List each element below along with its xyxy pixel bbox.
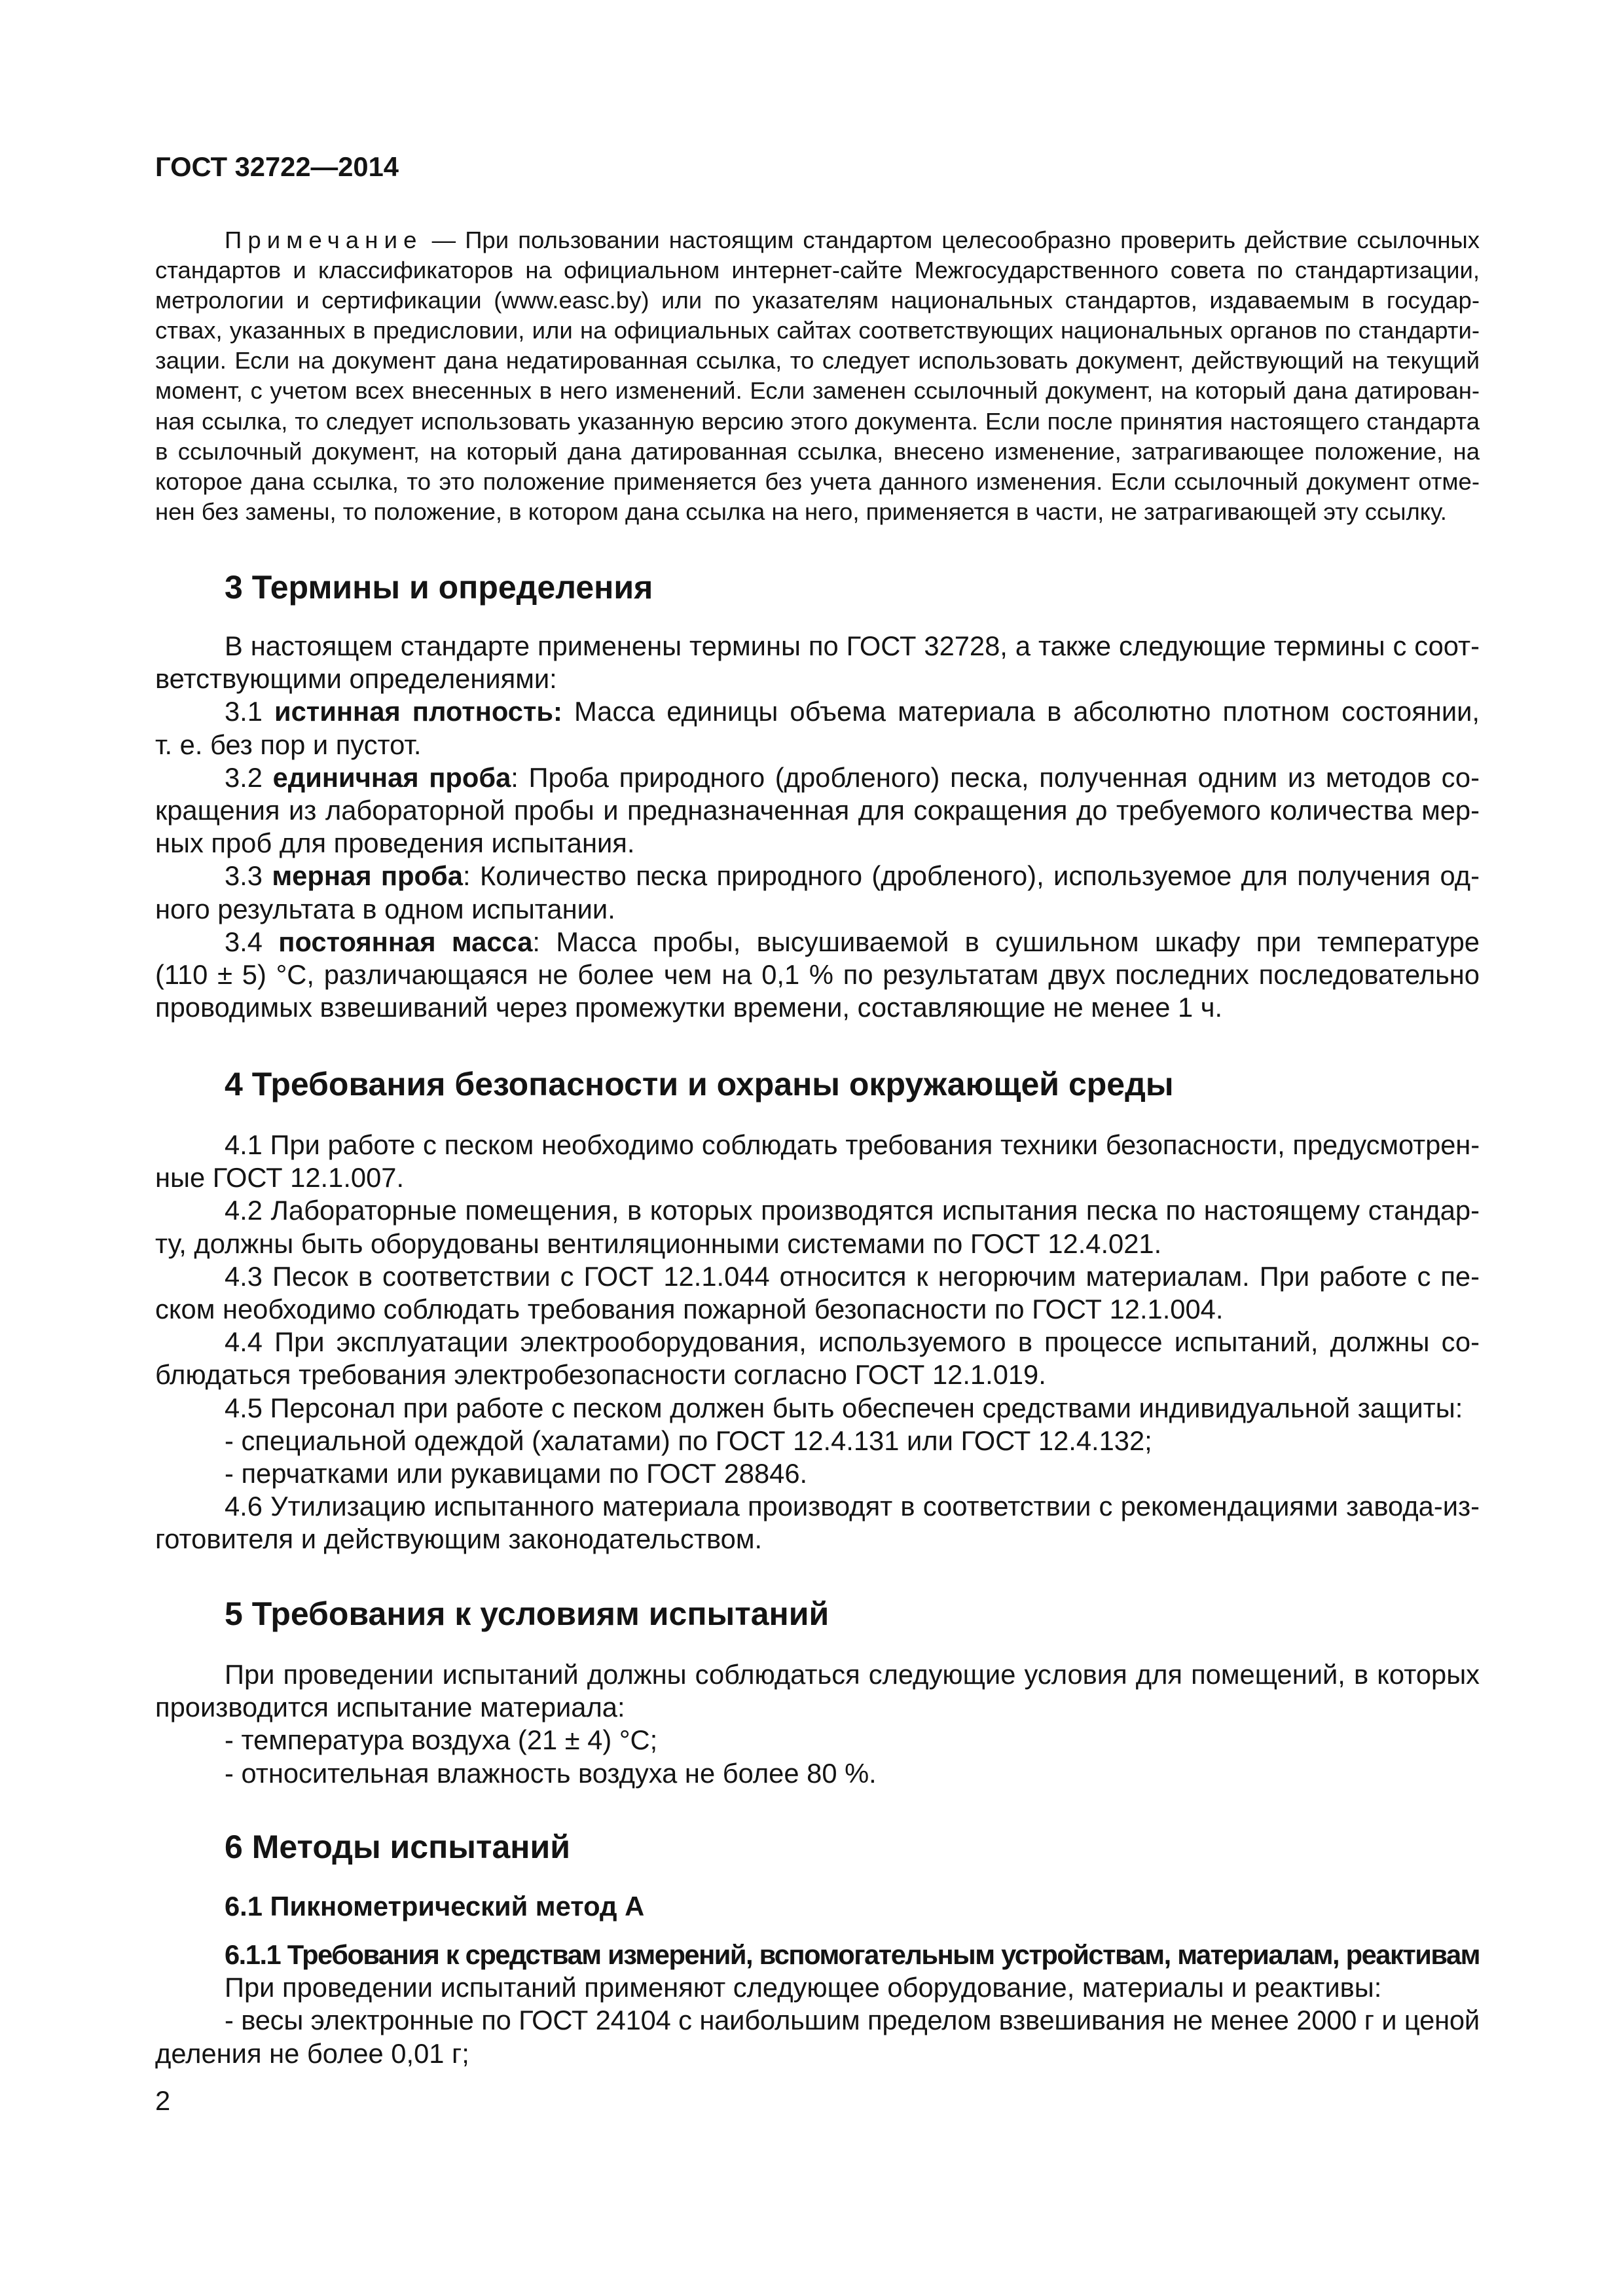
term-definition-line: Проба природного (дробленого) песка, полученная одним из методов со- [528,761,1480,793]
note-line: в ссылочный документ, на который дана датированная ссылка, внесено изменение, затрагивающее положение, на [155,437,1480,465]
section-body [155,1658,1480,1790]
list-item: - температура воздуха (21 ± 4) °С; [225,1724,658,1756]
text-line: (110 ± 5) °С, различающаяся не более чем на 0,1 % по результатам двух последних последовательно [155,959,1480,991]
text-line: кращения из лабораторной пробы и предназначенная для сокращения до требуемого количества мер- [155,795,1480,826]
section-body [155,1129,1480,1556]
section-heading: 4 Требования безопасности и охраны окружающей среды [225,1066,1174,1102]
note-line: момент, с учетом всех внесенных в него изменений. Если заменен ссылочный документ, на который дана датирован- [155,377,1480,405]
subsection-heading: 6.1 Пикнометрический метод А [225,1891,645,1922]
section-body [155,630,1480,1024]
term-name: единичная проба [272,761,511,793]
text-line: 4.1 При работе с песком необходимо соблюдать требования техники безопасности, предусмотрен- [225,1129,1480,1160]
text-line: 4.5 Персонал при работе с песком должен быть обеспечен средствами индивидуальной защиты: [225,1392,1463,1423]
note-line-text: — При пользовании настоящим стандартом целесообразно проверить действие ссылочных [431,227,1480,253]
term-name: истинная плотность: [274,696,562,727]
note-label: Примечание [225,227,423,253]
term-name: постоянная масса [278,926,533,957]
note-line: нен без замены, то положение, в котором дана ссылка на него, применяется в части, не затрагивающей эту ссылку. [155,498,1447,525]
note-paragraph [155,225,1480,527]
document-number: ГОСТ 32722—2014 [155,151,399,182]
section-heading: 5 Требования к условиям испытаний [225,1595,830,1632]
term-name: мерная проба [272,860,463,892]
text-line: При проведении испытаний применяют следующее оборудование, материалы и реактивы: [225,1972,1382,2003]
term-separator: : [511,761,519,793]
term-line [155,695,1480,728]
text-line: 4.3 Песок в соответствии с ГОСТ 12.1.044 относится к негорючим материалам. При работе с пе- [225,1260,1480,1292]
text-line: ного результата в одном испытании. [155,893,615,924]
term-definition-line: Масса единицы объема материала в абсолютно плотном состоянии, [574,696,1480,727]
list-item: - весы электронные по ГОСТ 24104 с наибольшим пределом взвешивания не менее 2000 г и ценой [225,2005,1480,2036]
text-line: ветствующими определениями: [155,663,557,695]
note-line: ная ссылка, то следует использовать указанную версию этого документа. Если после принятия настоящего стандарта [155,407,1480,435]
note-line: стандартов и классификаторов на официальном интернет-сайте Межгосударственного совета по стандартизации, [155,257,1480,284]
text-line: 4.6 Утилизацию испытанного материала производят в соответствии с рекомендациями завода-из- [225,1491,1480,1522]
text-line: 4.4 При эксплуатации электрооборудования, используемого в процессе испытаний, должны со- [225,1326,1480,1358]
term-line [155,926,1480,958]
text-line: готовителя и действующим законодательством. [155,1523,763,1555]
clause-body [155,1939,1480,2070]
term-number: 3.4 [225,926,263,957]
section-heading: 3 Термины и определения [225,569,653,606]
text-line: производится испытание материала: [155,1692,625,1723]
text-line: блюдаться требования электробезопасности согласно ГОСТ 12.1.019. [155,1359,1046,1391]
section-heading: 6 Методы испытаний [225,1829,570,1865]
text-line: При проведении испытаний должны соблюдаться следующие условия для помещений, в которых [225,1659,1480,1690]
note-line: которое дана ссылка, то это положение применяется без учета данного изменения. Если ссылочный документ отме- [155,467,1480,495]
note-line: зации. Если на документ дана недатированная ссылка, то следует использовать документ, действующий на текущий [155,347,1480,374]
list-item: - относительная влажность воздуха не более 80 %. [225,1757,877,1789]
term-line [155,761,1480,794]
page-number: 2 [155,2085,171,2116]
term-separator: : [462,860,471,892]
text-line: ные ГОСТ 12.1.007. [155,1162,405,1194]
term-definition-line: Количество песка природного (дробленого), используемое для получения од- [479,860,1480,892]
term-definition-line: Масса пробы, высушиваемой в сушильном шкафу при температуре [556,926,1480,957]
text-line: деления не более 0,01 г; [155,2037,469,2069]
list-item: - перчатками или рукавицами по ГОСТ 28846. [225,1458,808,1489]
text-line: проводимых взвешиваний через промежутки времени, составляющие не менее 1 ч. [155,992,1223,1023]
term-number: 3.2 [225,761,263,793]
term-separator: : [532,926,541,957]
text-line: 4.2 Лабораторные помещения, в которых производятся испытания песка по настоящему стандар- [225,1195,1480,1226]
text-line: ском необходимо соблюдать требования пожарной безопасности по ГОСТ 12.1.004. [155,1294,1224,1325]
text-line: т. е. без пор и пустот. [155,729,422,760]
clause-heading: 6.1.1 Требования к средствам измерений, вспомогательным устройствам, материалам, реактивам [225,1939,1480,1970]
term-number: 3.1 [225,696,263,727]
term-number: 3.3 [225,860,263,892]
text-line: В настоящем стандарте применены термины по ГОСТ 32728, а также следующие термины с соот- [225,630,1480,661]
note-line: метрологии и сертификации (www.easc.by) или по указателям национальных стандартов, издаваемым в государ- [155,287,1480,314]
text-line: ных проб для проведения испытания. [155,828,635,859]
note-line [155,225,1480,255]
text-line: ту, должны быть оборудованы вентиляционными системами по ГОСТ 12.4.021. [155,1228,1162,1259]
note-line: ствах, указанных в предисловии, или на официальных сайтах соответствующих национальных органов по стандарти- [155,317,1480,344]
list-item: - специальной одеждой (халатами) по ГОСТ 12.4.131 или ГОСТ 12.4.132; [225,1425,1152,1456]
term-line [155,860,1480,892]
